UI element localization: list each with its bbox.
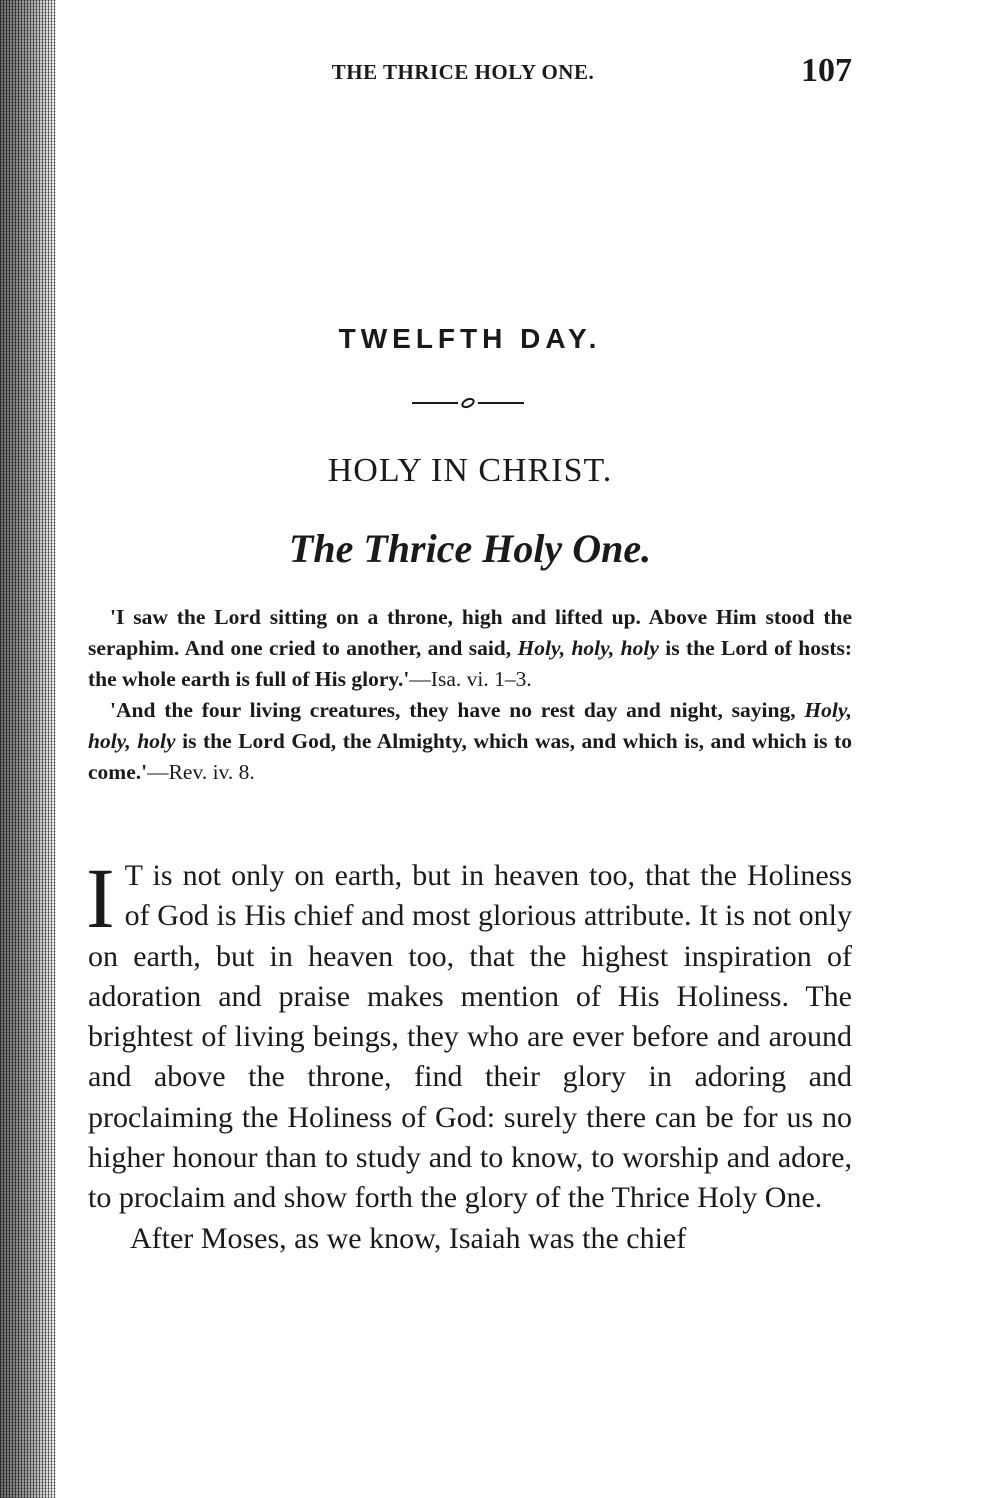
quote-text: 'And the four living creatures, they have no rest day and night, saying,	[110, 698, 805, 722]
day-title: TWELFTH DAY.	[338, 323, 602, 354]
epigraph	[88, 602, 852, 788]
epigraph-quote-revelation	[88, 695, 852, 788]
body-paragraph-2: After Moses, as we know, Isaiah was the chief	[130, 1221, 687, 1255]
chapter-subtitle: The Thrice Holy One.	[288, 526, 652, 571]
quote-text: is the Lord God, the Almighty, which was, and which is, and which is to come.'	[88, 729, 852, 784]
paragraph-text: T is not only on earth, but in heaven too, that the Holiness of God is His chief and most glorious attribute. It is not only on earth, but in heaven too, that the highest inspiration of adoration and praise makes mention of His Holiness. The brightest of living beings, they who are ever before and around and above the throne, find their glory in adoring and proclaiming the Holiness of God: surely there can be for us no higher honour than to study and to know, to worship and adore, to proclaim and show forth the glory of the Thrice Holy One.	[88, 859, 852, 1215]
scripture-reference: —Rev. iv. 8.	[147, 760, 255, 784]
quote-emphasis: Holy, holy, holy	[517, 636, 659, 660]
body-paragraph-1	[86, 850, 852, 1219]
quote-text: is the Lord of hosts: the whole earth is full of His glory.'	[88, 636, 853, 691]
running-head: THE THRICE HOLY ONE.	[331, 60, 595, 84]
quote-text: 'I saw the Lord sitting on a throne, high and lifted up. Above Him stood the seraphim. And one cried to another, and said,	[88, 605, 852, 660]
scripture-reference: —Isa. vi. 1–3.	[409, 667, 532, 691]
divider-ornament-icon	[412, 396, 524, 410]
quote-emphasis: Holy, holy, holy	[88, 698, 852, 753]
drop-cap: I	[86, 850, 115, 946]
book-page	[88, 0, 852, 1498]
body-text	[86, 850, 852, 1259]
epigraph-quote-isaiah	[88, 602, 852, 695]
section-title: HOLY IN CHRIST.	[327, 452, 613, 489]
book-spine-shadow	[0, 0, 56, 1498]
page-number: 107	[801, 52, 852, 89]
